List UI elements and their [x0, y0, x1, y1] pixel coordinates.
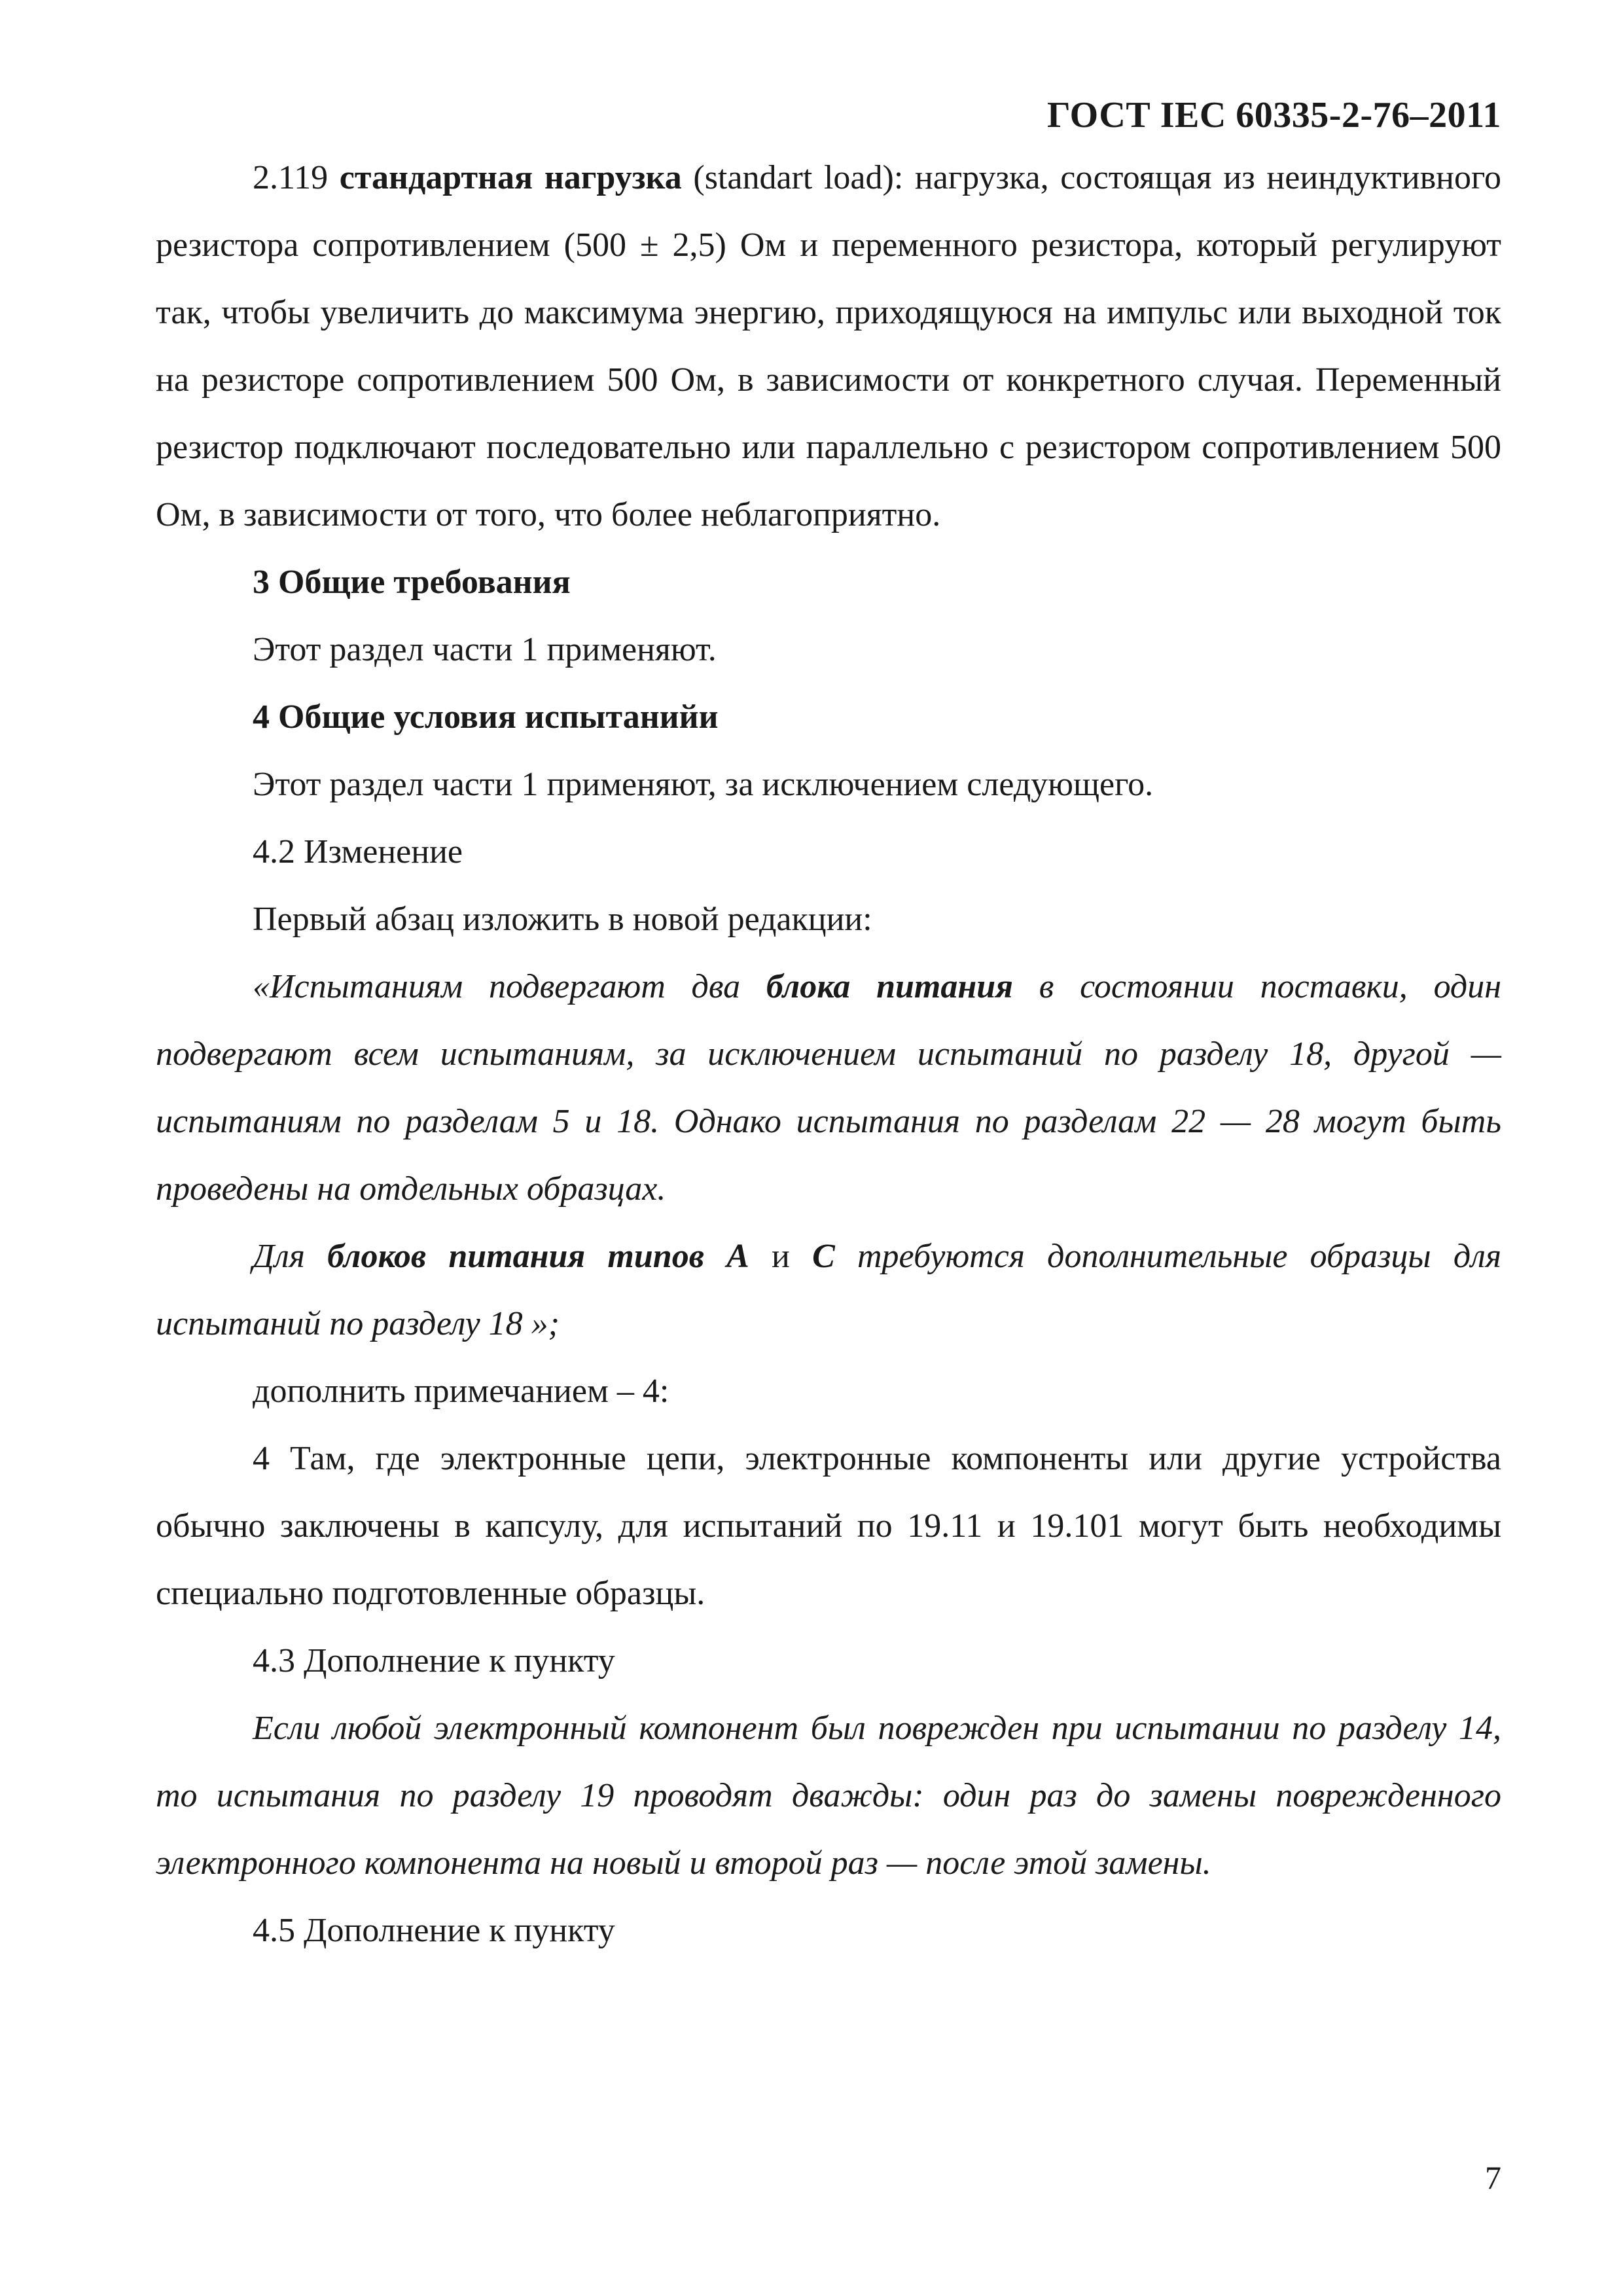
note-4-text: 4 Там, где электронные цепи, электронные компоненты или другие устройства обычно заключены в капсулу, для испытаний по 19.11 и 19.101 могут быть необходимы специально подготовленные образцы. — [156, 1440, 1501, 1612]
quoted-paragraph-2 — [156, 1223, 1501, 1357]
first-paragraph-instruction: Первый абзац изложить в новой редакции: — [253, 901, 872, 938]
add-note-instruction: дополнить примечанием – 4: — [253, 1372, 669, 1410]
clause-4-3-text: Если любой электронный компонент был поврежден при испытании по разделу 14, то испытания по разделу 19 проводят дважды: один раз до замены поврежденного электронного компонента на новый и второй раз — после этой замены. — [156, 1710, 1501, 1882]
section-4-heading: 4 Общие условия испытанийи — [253, 698, 719, 736]
quoted-paragraph-1 — [156, 953, 1501, 1223]
section-3-text: Этот раздел части 1 применяют. — [253, 631, 717, 668]
standard-code-header: ГОСТ IEC 60335-2-76–2011 — [1046, 95, 1501, 135]
definition-number: 2.119 — [253, 159, 340, 196]
definition-text: (standart load): нагрузка, состоящая из неиндуктивного резистора сопротивлением (500 ± 2,5) Ом и переменного резистора, который регулируют так, чтобы увеличить до максимума энергию, приходящуюся на импульс или выходной ток на резисторе сопротивлением 500 Ом, в зависимости от конкретного случая. Переменный резистор подключают последовательно или параллельно с резистором сопротивлением 500 Ом, в зависимости от того, что более неблагоприятно. — [156, 159, 1501, 533]
definition-2-119 — [156, 144, 1501, 548]
quote2-bold-types: блоков питания типов А — [327, 1238, 749, 1275]
defined-term: стандартная нагрузка — [339, 159, 682, 196]
page-number: 7 — [1485, 2159, 1501, 2196]
quote1-text-start: «Испытаниям подвергают два — [253, 968, 766, 1005]
quote1-text-end: в состоянии поставки, один подвергают всем испытаниям, за исключением испытаний по разделу 18, другой — испытаниям по разделам 5 и 18. Однако испытания по разделам 22 — 28 могут быть проведены на отдельных образцах. — [156, 968, 1501, 1208]
quote2-conjunction: и — [749, 1238, 813, 1275]
clause-4-5-title: 4.5 Дополнение к пункту — [253, 1912, 615, 1949]
quote2-text-end: требуются дополнительные образцы для испытаний по разделу 18 »; — [156, 1238, 1501, 1342]
quote2-text-start: Для — [253, 1238, 328, 1275]
clause-4-3-title: 4.3 Дополнение к пункту — [253, 1642, 615, 1679]
clause-4-2-title: 4.2 Изменение — [253, 833, 463, 870]
quote2-bold-type-c: С — [812, 1238, 835, 1275]
quote1-bold-term: блока питания — [766, 968, 1013, 1005]
section-3-heading: 3 Общие требования — [253, 564, 571, 601]
section-4-text: Этот раздел части 1 применяют, за исключением следующего. — [253, 766, 1154, 803]
document-page — [156, 92, 1501, 2251]
